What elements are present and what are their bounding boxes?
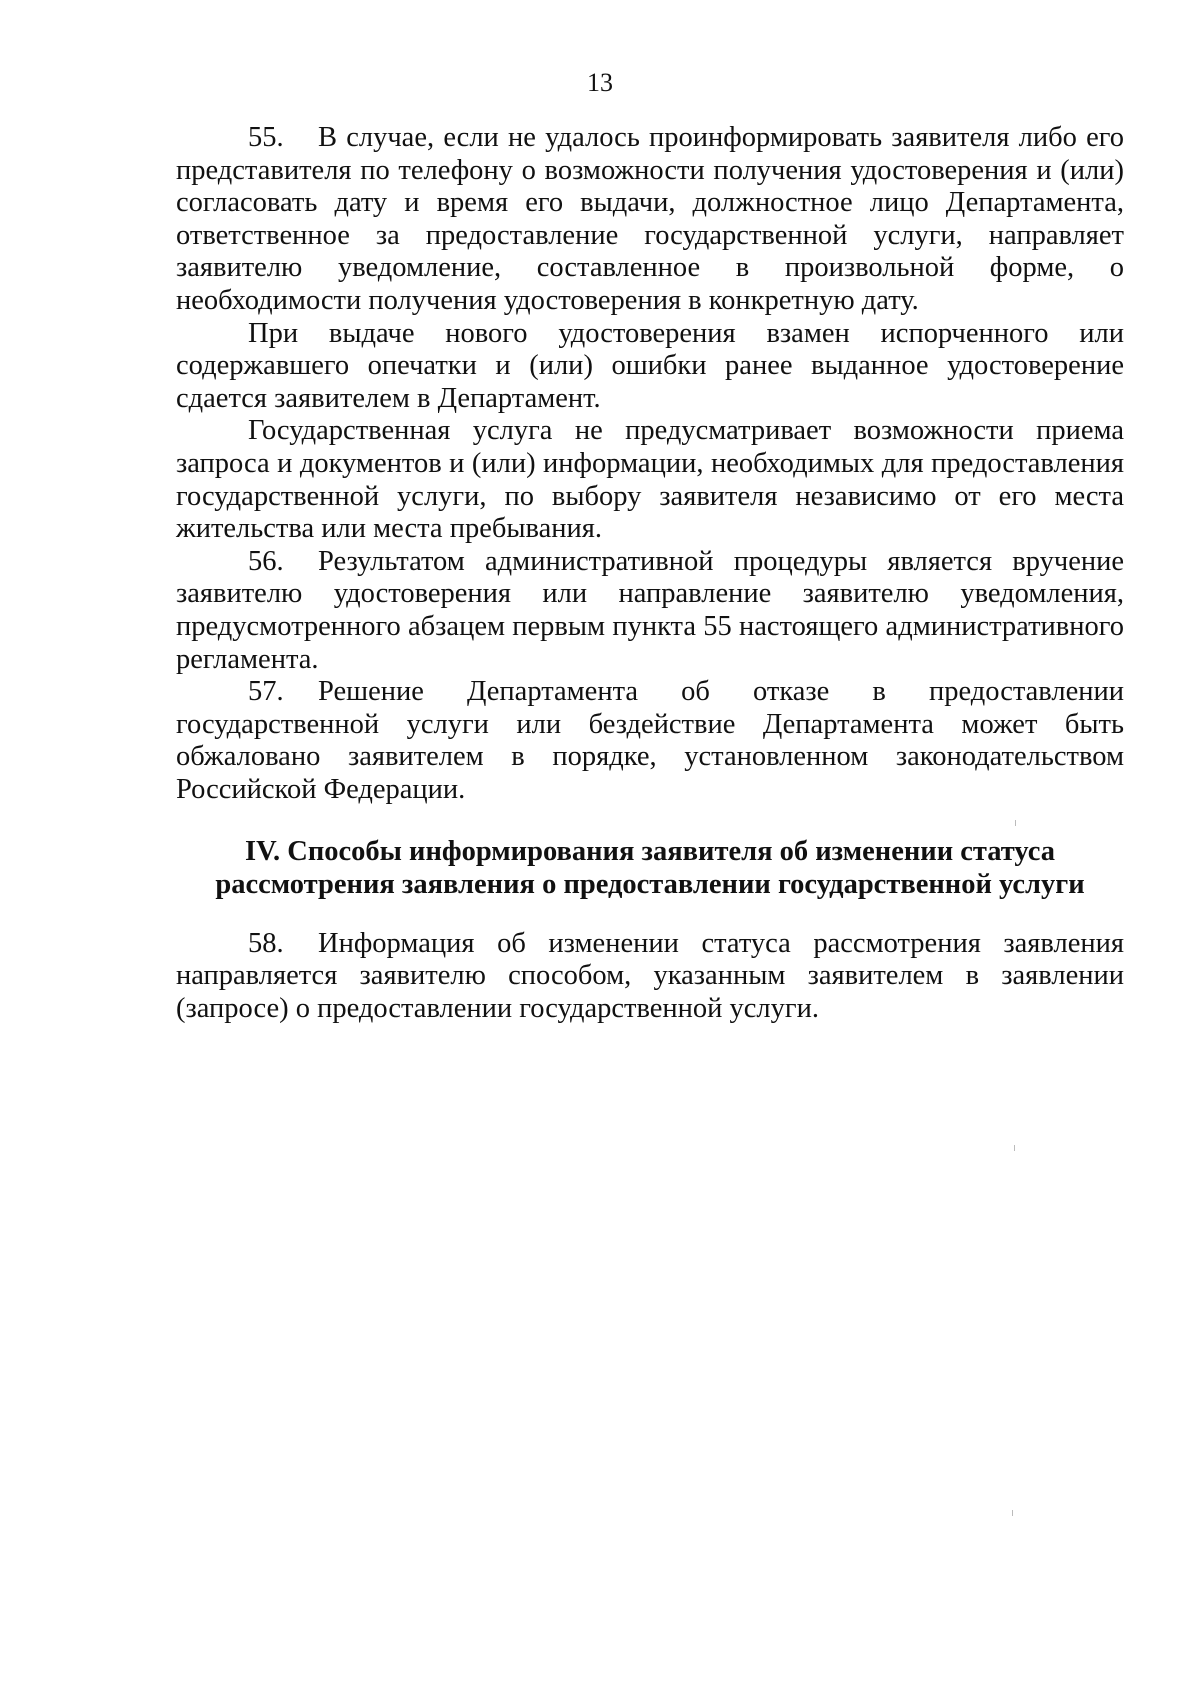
paragraph-text: Информация об изменении статуса рассмотрения заявления направляется заявителю способом, указанным заявителем в заявлении (запросе) о предоставлении государственной услуги. <box>176 927 1124 1024</box>
paragraph-replacement <box>176 318 1124 416</box>
paragraph-text: При выдаче нового удостоверения взамен испорченного или содержавшего опечатки и (или) ошибки ранее выданное удостоверение сдается заявителем в Департамент. <box>176 317 1124 414</box>
scan-speck <box>1015 820 1016 826</box>
document-body <box>176 122 1124 1025</box>
paragraph-text: Результатом административной процедуры является вручение заявителю удостоверения или направление заявителю уведомления, предусмотренного абзацем первым пункта 55 настоящего административного регламента. <box>176 545 1124 675</box>
paragraph-57 <box>176 676 1124 806</box>
paragraph-number: 58. <box>248 927 284 959</box>
paragraph-number: 55. <box>248 122 284 153</box>
paragraph-text: В случае, если не удалось проинформировать заявителя либо его представителя по телефону о возможности получения удостоверения и (или) согласовать дату и время его выдачи, должностное лицо Департамента, ответственное за предоставление государственной услуги, направляет заявителю уведомление, составленное в произвольной форме, о необходимости получения удостоверения в конкретную дату. <box>176 122 1124 316</box>
section-heading-line-2: рассмотрения заявления о предоставлении государственной услуги <box>215 869 1085 901</box>
paragraph-text: Государственная услуга не предусматривает возможности приема запроса и документов и (или) информации, необходимых для предоставления государственной услуги, по выбору заявителя независимо от его места жительства или места пребывания. <box>176 415 1124 545</box>
scan-speck <box>1012 1510 1013 1516</box>
scan-speck <box>1014 1145 1015 1151</box>
paragraph-55 <box>176 122 1124 318</box>
paragraph-text: Решение Департамента об отказе в предоставлении государственной услуги или бездействие Департамента может быть обжаловано заявителем в порядке, установленном законодательством Российской Федерации. <box>176 676 1124 805</box>
paragraph-extraterritorial <box>176 415 1124 545</box>
section-heading-line-1: IV. Способы информирования заявителя об изменении статуса <box>245 836 1055 868</box>
page-number: 13 <box>587 68 613 97</box>
paragraph-number: 57. <box>248 676 284 708</box>
paragraph-56 <box>176 546 1124 676</box>
paragraph-58 <box>176 928 1124 1026</box>
paragraph-number: 56. <box>248 545 284 577</box>
section-heading <box>176 836 1124 901</box>
